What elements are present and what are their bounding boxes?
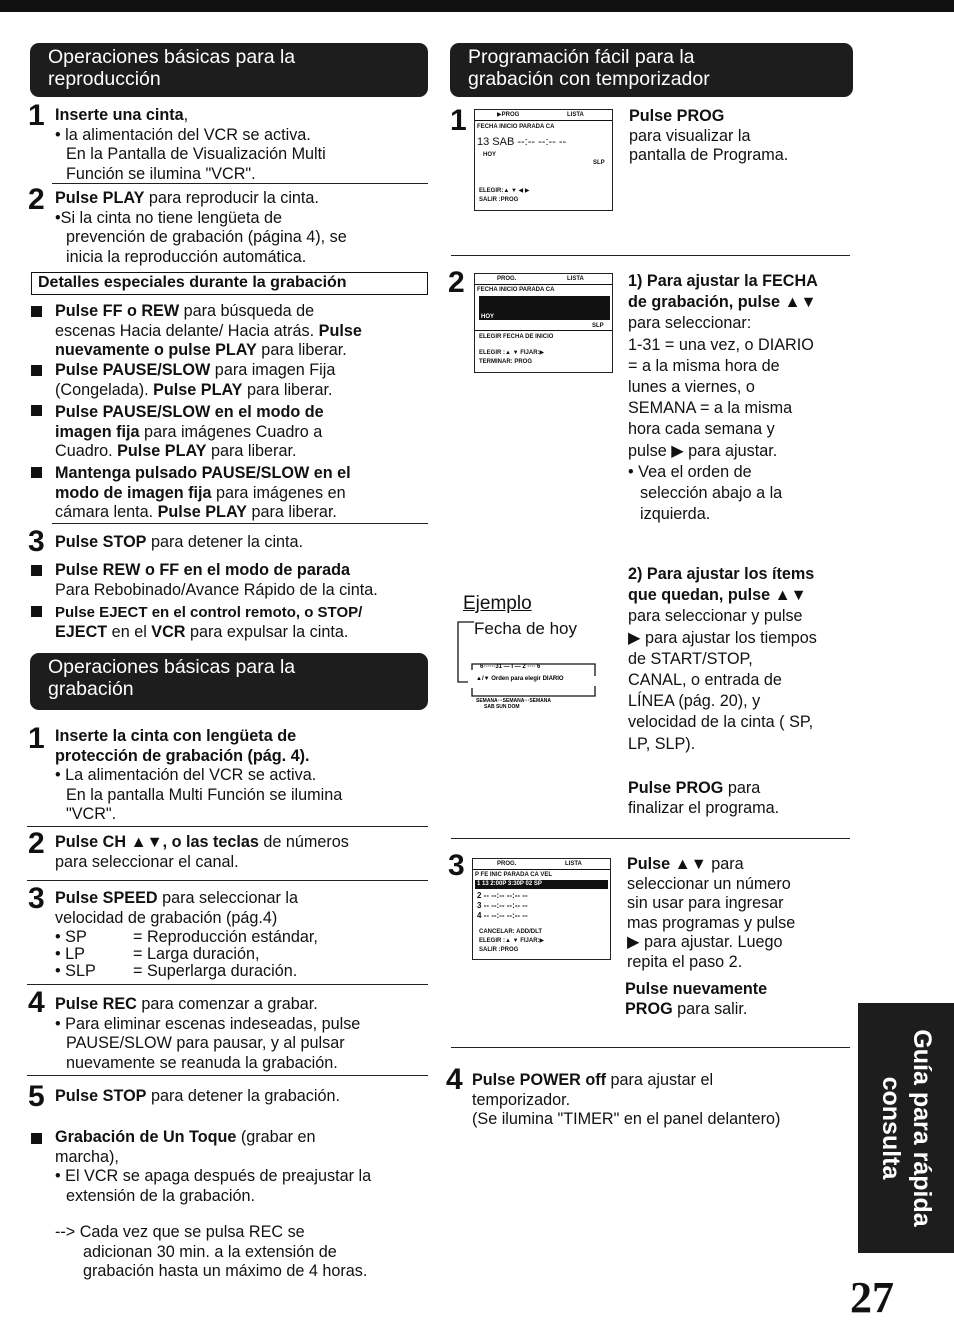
- extra-rew-ff: [55, 561, 378, 600]
- step-number: 3: [28, 882, 45, 915]
- step-rest: para reproducir la cinta.: [144, 189, 319, 207]
- divider: [27, 880, 428, 881]
- text: marcha),: [55, 1147, 119, 1166]
- text: para seleccionar:: [628, 314, 752, 333]
- step-lead: Pulse STOP: [55, 533, 147, 551]
- divider: [52, 523, 428, 524]
- text: LÍNEA (pág. 20), y: [628, 692, 761, 711]
- text: para salir.: [672, 999, 748, 1018]
- text: para visualizar la: [629, 126, 751, 145]
- bold-text: Pulse POWER off: [472, 1071, 607, 1089]
- bold-text: nuevamente o pulse PLAY: [55, 341, 257, 359]
- text: ▶ para ajustar los tiempos: [628, 628, 817, 647]
- text: velocidad de la cinta ( SP,: [628, 713, 814, 732]
- text: finalizar el programa.: [628, 798, 780, 817]
- text: de números: [258, 833, 349, 851]
- section-header-timer: [450, 43, 853, 97]
- text: grabación hasta un máximo de 4 horas.: [83, 1262, 368, 1280]
- text: para: [706, 855, 744, 873]
- bullet-square: [31, 405, 42, 416]
- step-number: 4: [446, 1063, 463, 1096]
- bullet-square: [31, 565, 42, 576]
- screen-highlight-row: [479, 296, 610, 320]
- text: para liberar.: [256, 341, 347, 359]
- detail-item-frame: [55, 403, 324, 462]
- text: para seleccionar el canal.: [55, 852, 239, 871]
- screen-columns: FECHA INICIO PARADA CA: [477, 124, 555, 130]
- text: (Se ilumina "TIMER" en el panel delantero): [472, 1110, 781, 1128]
- bullet-square: [31, 306, 42, 317]
- step-text: •Si la cinta no tiene lengüeta de: [55, 208, 283, 227]
- screen-foot: SALIR :PROG: [479, 947, 519, 953]
- text: para búsqueda de: [179, 302, 315, 320]
- text: 1-31 = una vez, o DIARIO: [628, 335, 814, 354]
- text: ▶ para ajustar. Luego: [627, 933, 783, 951]
- screen-rule: [475, 120, 612, 121]
- bold-text: Grabación de Un Toque: [55, 1128, 237, 1146]
- screen-row: 3 -- --:-- --:-- --: [477, 901, 528, 910]
- bold-text: 2) Para ajustar los ítems: [628, 565, 815, 583]
- step-number: 3: [448, 849, 465, 882]
- text: repita el paso 2.: [627, 952, 743, 971]
- bold-text: protección de grabación (pág. 4).: [55, 746, 310, 765]
- text: para comenzar a grabar.: [136, 995, 318, 1013]
- timer-exit: [625, 980, 767, 1019]
- bold-text: Pulse PLAY: [157, 503, 247, 521]
- text: para liberar.: [246, 503, 337, 521]
- text: adicionan 30 min. a la extensión de: [83, 1242, 337, 1261]
- example-title: Ejemplo: [463, 593, 532, 614]
- screen-foot: SALIR :PROG: [479, 197, 519, 203]
- tab-line: consulta: [877, 1076, 905, 1180]
- bullet-square: [31, 606, 42, 617]
- timer-step-4: [472, 1071, 780, 1130]
- screen-columns: FECHA INICIO PARADA CA: [477, 287, 555, 293]
- text: para liberar.: [242, 380, 333, 399]
- bold-text: Pulse: [318, 321, 362, 340]
- header-line: Operaciones básicas para la: [48, 656, 296, 678]
- svg-text:SAB SUN DOM: SAB SUN DOM: [484, 704, 520, 710]
- text: izquierda.: [640, 505, 711, 524]
- bold-text: Pulse PROG: [629, 107, 725, 125]
- speed-desc: = Reproducción estándar,: [133, 928, 318, 946]
- text: = a la misma hora de: [628, 356, 780, 375]
- text: • Vea el orden de: [628, 462, 752, 481]
- divider: [52, 183, 428, 184]
- step-2-playback: [55, 189, 347, 267]
- step-number: 2: [448, 266, 465, 299]
- one-touch-recording: [55, 1128, 371, 1206]
- screen-tab-lista: LISTA: [565, 861, 582, 867]
- detail-item-ff-rew: [55, 302, 362, 361]
- bold-text: de grabación, pulse ▲▼: [628, 293, 817, 312]
- text: seleccionar un número: [627, 874, 791, 893]
- svg-text:SEMANA···SEMANA···SEMANA: SEMANA···SEMANA···SEMANA: [476, 698, 551, 704]
- step-number: 1: [450, 104, 467, 137]
- bold-text: Pulse CH ▲▼, o las teclas: [55, 833, 259, 851]
- example-today-label: Fecha de hoy: [474, 619, 578, 638]
- details-box-title: Detalles especiales durante la grabación: [31, 272, 428, 295]
- screen-foot: ELEGIR :▲ ▼ FIJAR:▶: [479, 938, 545, 944]
- timer-step-2b: [628, 564, 817, 755]
- header-line: Programación fácil para la: [468, 46, 695, 68]
- text: escenas Hacia delante/ Hacia atrás.: [55, 321, 319, 340]
- rec-step-1: [55, 727, 342, 825]
- text: PAUSE/SLOW para pausar, y al pulsar: [66, 1034, 345, 1052]
- text: temporizador.: [472, 1090, 571, 1109]
- speed-lp: [55, 946, 259, 963]
- speed-code: • SLP: [55, 962, 96, 980]
- divider: [451, 1047, 850, 1048]
- speed-desc: = Larga duración,: [133, 945, 260, 963]
- header-line: reproducción: [48, 68, 161, 90]
- screen-tab-prog: ▶PROG: [497, 112, 520, 118]
- screen-foot: ELEGIR:▲ ▼ ◀ ▶: [479, 188, 530, 194]
- text: en el: [107, 622, 152, 641]
- tab-line: Guía para rápida: [908, 1029, 936, 1227]
- divider: [27, 1075, 428, 1076]
- section-header-recording: [30, 653, 428, 710]
- screen-row: 13 SAB --:-- --:-- --: [477, 136, 567, 148]
- step-1-playback: [55, 106, 326, 184]
- text: • La alimentación del VCR se activa.: [55, 766, 317, 784]
- rec-step-2: [55, 833, 349, 872]
- screen-foot: ELEGIR FECHA DE INICIO: [479, 334, 554, 340]
- step-text: • la alimentación del VCR se activa.: [55, 125, 311, 144]
- bold-text: Pulse REW o FF en el modo de parada: [55, 561, 351, 579]
- header-line: Operaciones básicas para la: [48, 46, 296, 68]
- speed-code: • SP: [55, 928, 87, 946]
- step-rest: para detener la cinta.: [146, 533, 304, 551]
- page-number: 27: [850, 1273, 894, 1322]
- step-number: 1: [28, 722, 45, 755]
- text: pantalla de Programa.: [629, 146, 789, 164]
- text: Cuadro.: [55, 442, 118, 460]
- example-diagram: [450, 610, 618, 710]
- text: nuevamente se reanuda la grabación.: [66, 1053, 338, 1072]
- text: lunes a viernes, o: [628, 378, 755, 397]
- step-title: Inserte una cinta: [55, 106, 184, 124]
- text: para seleccionar la: [157, 889, 298, 907]
- step-number: 4: [28, 986, 45, 1019]
- bold-text: Mantenga pulsado PAUSE/SLOW en el: [55, 464, 351, 482]
- bold-text: modo de imagen fija: [55, 483, 212, 502]
- bold-text: Pulse REC: [55, 995, 137, 1013]
- screen-tab-lista: LISTA: [567, 112, 584, 118]
- top-border: [0, 0, 954, 12]
- timer-step-1: [629, 107, 788, 166]
- detail-item-pause: [55, 361, 335, 400]
- text: • Para eliminar escenas indeseadas, pulse: [55, 1014, 361, 1033]
- screen-rule: [475, 284, 612, 285]
- text: selección abajo a la: [640, 484, 783, 503]
- text: cámara lenta.: [55, 503, 158, 521]
- timer-step-2: [628, 271, 818, 525]
- screen-today: HOY: [481, 314, 495, 320]
- bold-text: Inserte la cinta con lengüeta de: [55, 727, 297, 745]
- header-line: grabación con temporizador: [468, 68, 710, 90]
- text: En la pantalla Multi Función se ilumina: [66, 785, 343, 804]
- screen-row-1: 1 13 2:00P 3:30P 02 SP: [477, 881, 542, 887]
- text: "VCR".: [66, 805, 117, 823]
- text: (grabar en: [236, 1128, 316, 1146]
- step-number: 1: [28, 99, 45, 132]
- section-header-playback: [30, 43, 428, 97]
- bold-text: EJECT: [55, 622, 108, 641]
- step-lead: Pulse PLAY: [55, 189, 145, 207]
- bold-text: Pulse PAUSE/SLOW: [55, 361, 211, 379]
- header-line: grabación: [48, 678, 134, 700]
- speed-sp: [55, 929, 318, 946]
- text: Para Rebobinado/Avance Rápido de la cinta.: [55, 580, 378, 599]
- text: LP, SLP).: [628, 734, 696, 753]
- step-text: Función se ilumina "VCR".: [66, 164, 256, 183]
- bold-text: Pulse EJECT en el control remoto, o STOP/: [55, 604, 363, 621]
- prog-screen-1: [474, 109, 613, 211]
- detail-item-slow: [55, 464, 351, 523]
- step-number: 3: [28, 525, 45, 558]
- divider: [451, 838, 850, 839]
- quick-guide-tab: [858, 1003, 954, 1253]
- screen-tab-prog: PROG.: [497, 861, 517, 867]
- text: sin usar para ingresar: [627, 894, 784, 912]
- text: pulse ▶ para ajustar.: [628, 441, 778, 460]
- bold-text: Pulse PLAY: [117, 442, 207, 460]
- extra-eject: [55, 603, 362, 642]
- timer-finish: [628, 779, 779, 818]
- text: para: [723, 779, 761, 797]
- quick-guide-text: [875, 1008, 937, 1248]
- step-number: 2: [28, 183, 45, 216]
- text: de START/STOP,: [628, 649, 753, 668]
- bold-text: Pulse PROG: [628, 779, 724, 797]
- screen-slp: SLP: [592, 323, 604, 329]
- speed-desc: = Superlarga duración.: [133, 962, 298, 980]
- text: --> Cada vez que se pulsa REC se: [55, 1223, 305, 1241]
- step-text: prevención de grabación (página 4), se: [66, 228, 347, 246]
- screen-row: 2 -- --:-- --:-- --: [477, 891, 528, 900]
- rec-step-5: [55, 1087, 340, 1107]
- bold-text: que quedan, pulse ▲▼: [628, 586, 807, 605]
- rec-step-3: [55, 889, 298, 928]
- text: • El VCR se apaga después de preajustar la: [55, 1167, 372, 1185]
- text: SEMANA = a la misma: [628, 399, 793, 418]
- text: para seleccionar y pulse: [628, 607, 803, 626]
- divider: [27, 826, 428, 827]
- text: mas programas y pulse: [627, 913, 796, 932]
- step-number: 2: [28, 827, 45, 860]
- divider: [451, 255, 850, 256]
- screen-foot: TERMINAR: PROG: [479, 359, 532, 365]
- step-tail: ,: [183, 106, 189, 124]
- screen-tab-prog: PROG.: [497, 276, 517, 282]
- text: para imagen Fija: [210, 361, 336, 379]
- bold-text: Pulse STOP: [55, 1087, 147, 1105]
- text: extensión de la grabación.: [66, 1186, 255, 1205]
- screen-foot: CANCELAR: ADD/DLT: [479, 929, 542, 935]
- text: hora cada semana y: [628, 420, 775, 439]
- bold-text: Pulse ▲▼: [627, 855, 707, 873]
- bold-text: VCR: [151, 622, 186, 641]
- rec-step-4: [55, 995, 360, 1073]
- bold-text: Pulse PAUSE/SLOW en el modo de: [55, 403, 324, 421]
- bullet-square: [31, 365, 42, 376]
- screen-foot: ELEGIR :▲ ▼ FIJAR:▶: [479, 350, 545, 356]
- text: para imágenes en: [211, 483, 346, 502]
- screen-row: 4 -- --:-- --:-- --: [477, 911, 528, 920]
- screen-rule: [473, 869, 610, 870]
- bold-text: 1) Para ajustar la FECHA: [628, 272, 818, 290]
- step-text: En la Pantalla de Visualización Multi: [66, 145, 326, 163]
- screen-columns: P FE INIC PARADA CA VEL: [475, 872, 553, 878]
- text: para liberar.: [206, 442, 297, 460]
- step-3-playback: [55, 533, 303, 553]
- svg-text:6······31 — I — 2 ···· 6: 6······31 — I — 2 ···· 6: [480, 664, 541, 670]
- divider: [27, 984, 428, 985]
- bold-text: Pulse PLAY: [153, 380, 243, 399]
- speed-code: • LP: [55, 945, 85, 963]
- step-number: 5: [28, 1080, 45, 1113]
- screen-slp: SLP: [593, 160, 605, 166]
- timer-step-3: [627, 855, 795, 972]
- rec-note: [55, 1223, 367, 1282]
- prog-screen-3: [472, 858, 611, 960]
- svg-text:▲/▼ Orden para elegir: ▲/▼ Orden para elegir DIARIO: [476, 676, 564, 682]
- text: para imágenes Cuadro a: [139, 422, 323, 441]
- bold-text: imagen fija: [55, 422, 140, 441]
- bullet-square: [31, 467, 42, 478]
- screen-tab-lista: LISTA: [567, 276, 584, 282]
- bold-text: PROG: [625, 999, 673, 1018]
- bold-text: Pulse FF o REW: [55, 302, 180, 320]
- screen-rule: [475, 330, 612, 331]
- text: para detener la grabación.: [146, 1087, 340, 1105]
- prog-screen-2: [474, 273, 613, 373]
- text: velocidad de grabación (pág.4): [55, 908, 278, 927]
- step-text: inicia la reproducción automática.: [66, 247, 307, 266]
- text: para expulsar la cinta.: [185, 622, 349, 641]
- speed-slp: [55, 963, 297, 980]
- bullet-square: [31, 1133, 42, 1144]
- text: (Congelada).: [55, 380, 154, 399]
- bold-text: Pulse SPEED: [55, 889, 158, 907]
- text: CANAL, o entrada de: [628, 671, 782, 690]
- screen-today: HOY: [483, 152, 497, 158]
- bold-text: Pulse nuevamente: [625, 980, 768, 998]
- text: para ajustar el: [606, 1071, 714, 1089]
